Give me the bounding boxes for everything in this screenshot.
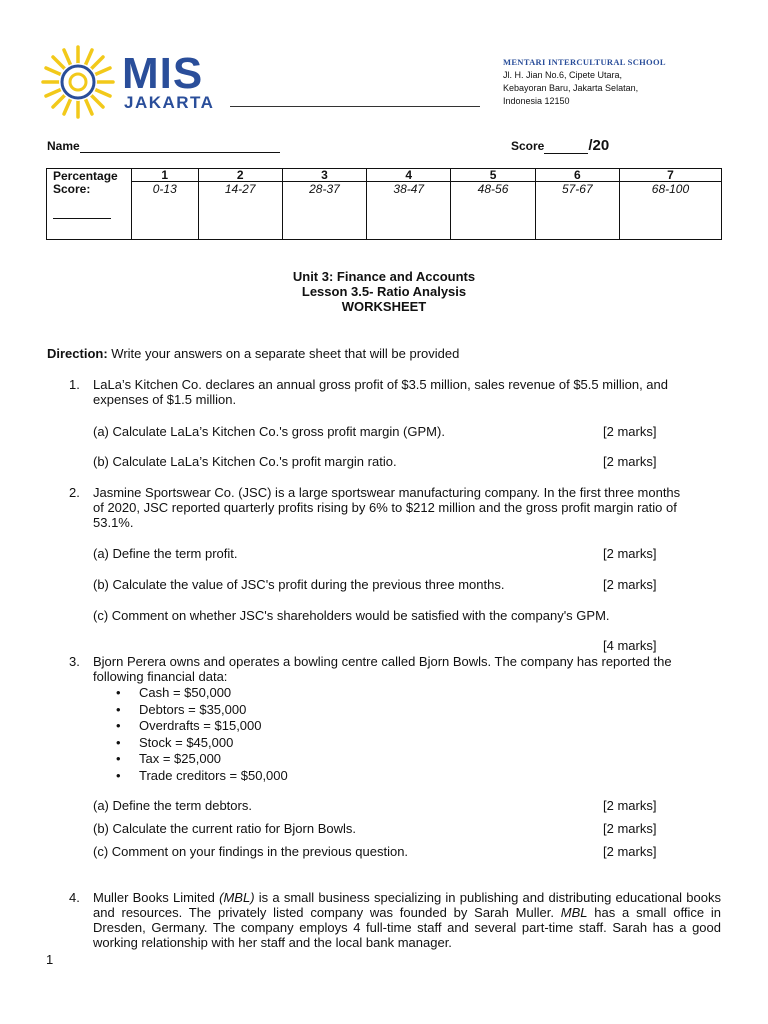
q1b-marks: [2 marks] xyxy=(603,454,657,469)
name-blank[interactable] xyxy=(80,141,280,153)
q1a-text: (a) Calculate LaLa’s Kitchen Co.'s gross profit margin (GPM). xyxy=(93,424,445,439)
name-label: Name xyxy=(47,139,80,153)
direction-text: Write your answers on a separate sheet that will be provided xyxy=(107,346,460,361)
q2a-text: (a) Define the term profit. xyxy=(93,546,238,561)
q3b-marks: [2 marks] xyxy=(603,821,657,836)
range-3: 28-37 xyxy=(282,182,366,240)
q4-text: Muller Books Limited (MBL) is a small business specializing in publishing and distributing educational books and resources. The privately listed company was founded by Sarah Muller. MBL has a small office in Dresden, Germany. The company employs 4 full-time staff and several part-time staff. Sarah has a good working relationship with her staff and the local bank manager. xyxy=(93,890,721,950)
score-label: Score xyxy=(511,139,545,153)
lesson-title: Lesson 3.5- Ratio Analysis xyxy=(301,284,467,299)
percentage-blank[interactable] xyxy=(53,218,111,219)
q3-text: Bjorn Perera owns and operates a bowling centre called Bjorn Bowls. The company has reported the following financial data: xyxy=(93,654,672,684)
q3a-marks: [2 marks] xyxy=(603,798,657,813)
q2c-marks: [4 marks] xyxy=(603,638,657,653)
q2b-text: (b) Calculate the value of JSC's profit during the previous three months. xyxy=(93,577,505,592)
q2c-text: (c) Comment on whether JSC's shareholders would be satisfied with the company's GPM. xyxy=(93,608,610,623)
grade-1: 1 xyxy=(132,169,199,182)
range-4: 38-47 xyxy=(367,182,451,240)
q3a-text: (a) Define the term debtors. xyxy=(93,798,252,813)
name-field[interactable] xyxy=(47,139,280,153)
score-field[interactable] xyxy=(511,137,609,154)
percentage-label: Percentage xyxy=(53,169,118,183)
grade-3: 3 xyxy=(282,169,366,182)
direction-label: Direction: xyxy=(47,346,108,361)
brand-mis: MIS xyxy=(122,49,204,98)
q2-number: 2. xyxy=(69,485,80,500)
q3c-text: (c) Comment on your findings in the previous question. xyxy=(93,844,409,859)
sun-logo-icon xyxy=(38,44,118,120)
grade-6: 6 xyxy=(535,169,619,182)
score-blank[interactable] xyxy=(544,142,588,154)
q3-number: 3. xyxy=(69,654,80,669)
q1-number: 1. xyxy=(69,377,80,392)
q3c-marks: [2 marks] xyxy=(603,844,657,859)
grade-4: 4 xyxy=(367,169,451,182)
q1b-text: (b) Calculate LaLa’s Kitchen Co.'s profit margin ratio. xyxy=(93,454,397,469)
range-5: 48-56 xyxy=(451,182,535,240)
score-colon-label: Score: xyxy=(53,182,91,196)
worksheet-title: WORKSHEET xyxy=(341,299,427,314)
grade-boundary-table xyxy=(46,168,722,240)
grade-2: 2 xyxy=(198,169,282,182)
score-total: /20 xyxy=(588,137,610,154)
percentage-score-cell xyxy=(47,169,132,240)
q1-text: LaLa’s Kitchen Co. declares an annual gross profit of $3.5 million, sales revenue of $5.5 million, and expenses of $1.5 million. xyxy=(93,377,668,407)
school-name: MENTARI INTERCULTURAL SCHOOL xyxy=(503,57,666,67)
address-line-2: Kebayoran Baru, Jakarta Selatan, xyxy=(503,83,639,93)
range-6: 57-67 xyxy=(535,182,619,240)
unit-title: Unit 3: Finance and Accounts xyxy=(292,269,476,284)
header-rule xyxy=(230,106,480,107)
grade-7: 7 xyxy=(619,169,721,182)
address-line-1: Jl. H. Jian No.6, Cipete Utara, xyxy=(503,70,623,80)
brand-jakarta: JAKARTA xyxy=(124,93,215,112)
grade-5: 5 xyxy=(451,169,535,182)
page-number: 1 xyxy=(46,952,54,967)
range-1: 0-13 xyxy=(132,182,199,240)
direction xyxy=(47,346,459,361)
q4-number: 4. xyxy=(69,890,80,905)
q2b-marks: [2 marks] xyxy=(603,577,657,592)
q2-text: Jasmine Sportswear Co. (JSC) is a large sportswear manufacturing company. In the first three months of 2020, JSC reported quarterly profits rising by 6% to $212 million and the gross profit margin ratio of 53.1%. xyxy=(93,485,681,530)
range-2: 14-27 xyxy=(198,182,282,240)
range-7: 68-100 xyxy=(619,182,721,240)
q2a-marks: [2 marks] xyxy=(603,546,657,561)
school-address-block xyxy=(503,56,666,108)
q1a-marks: [2 marks] xyxy=(603,424,657,439)
address-line-3: Indonesia 12150 xyxy=(503,96,570,106)
q3b-text: (b) Calculate the current ratio for Bjorn Bowls. xyxy=(93,821,356,836)
